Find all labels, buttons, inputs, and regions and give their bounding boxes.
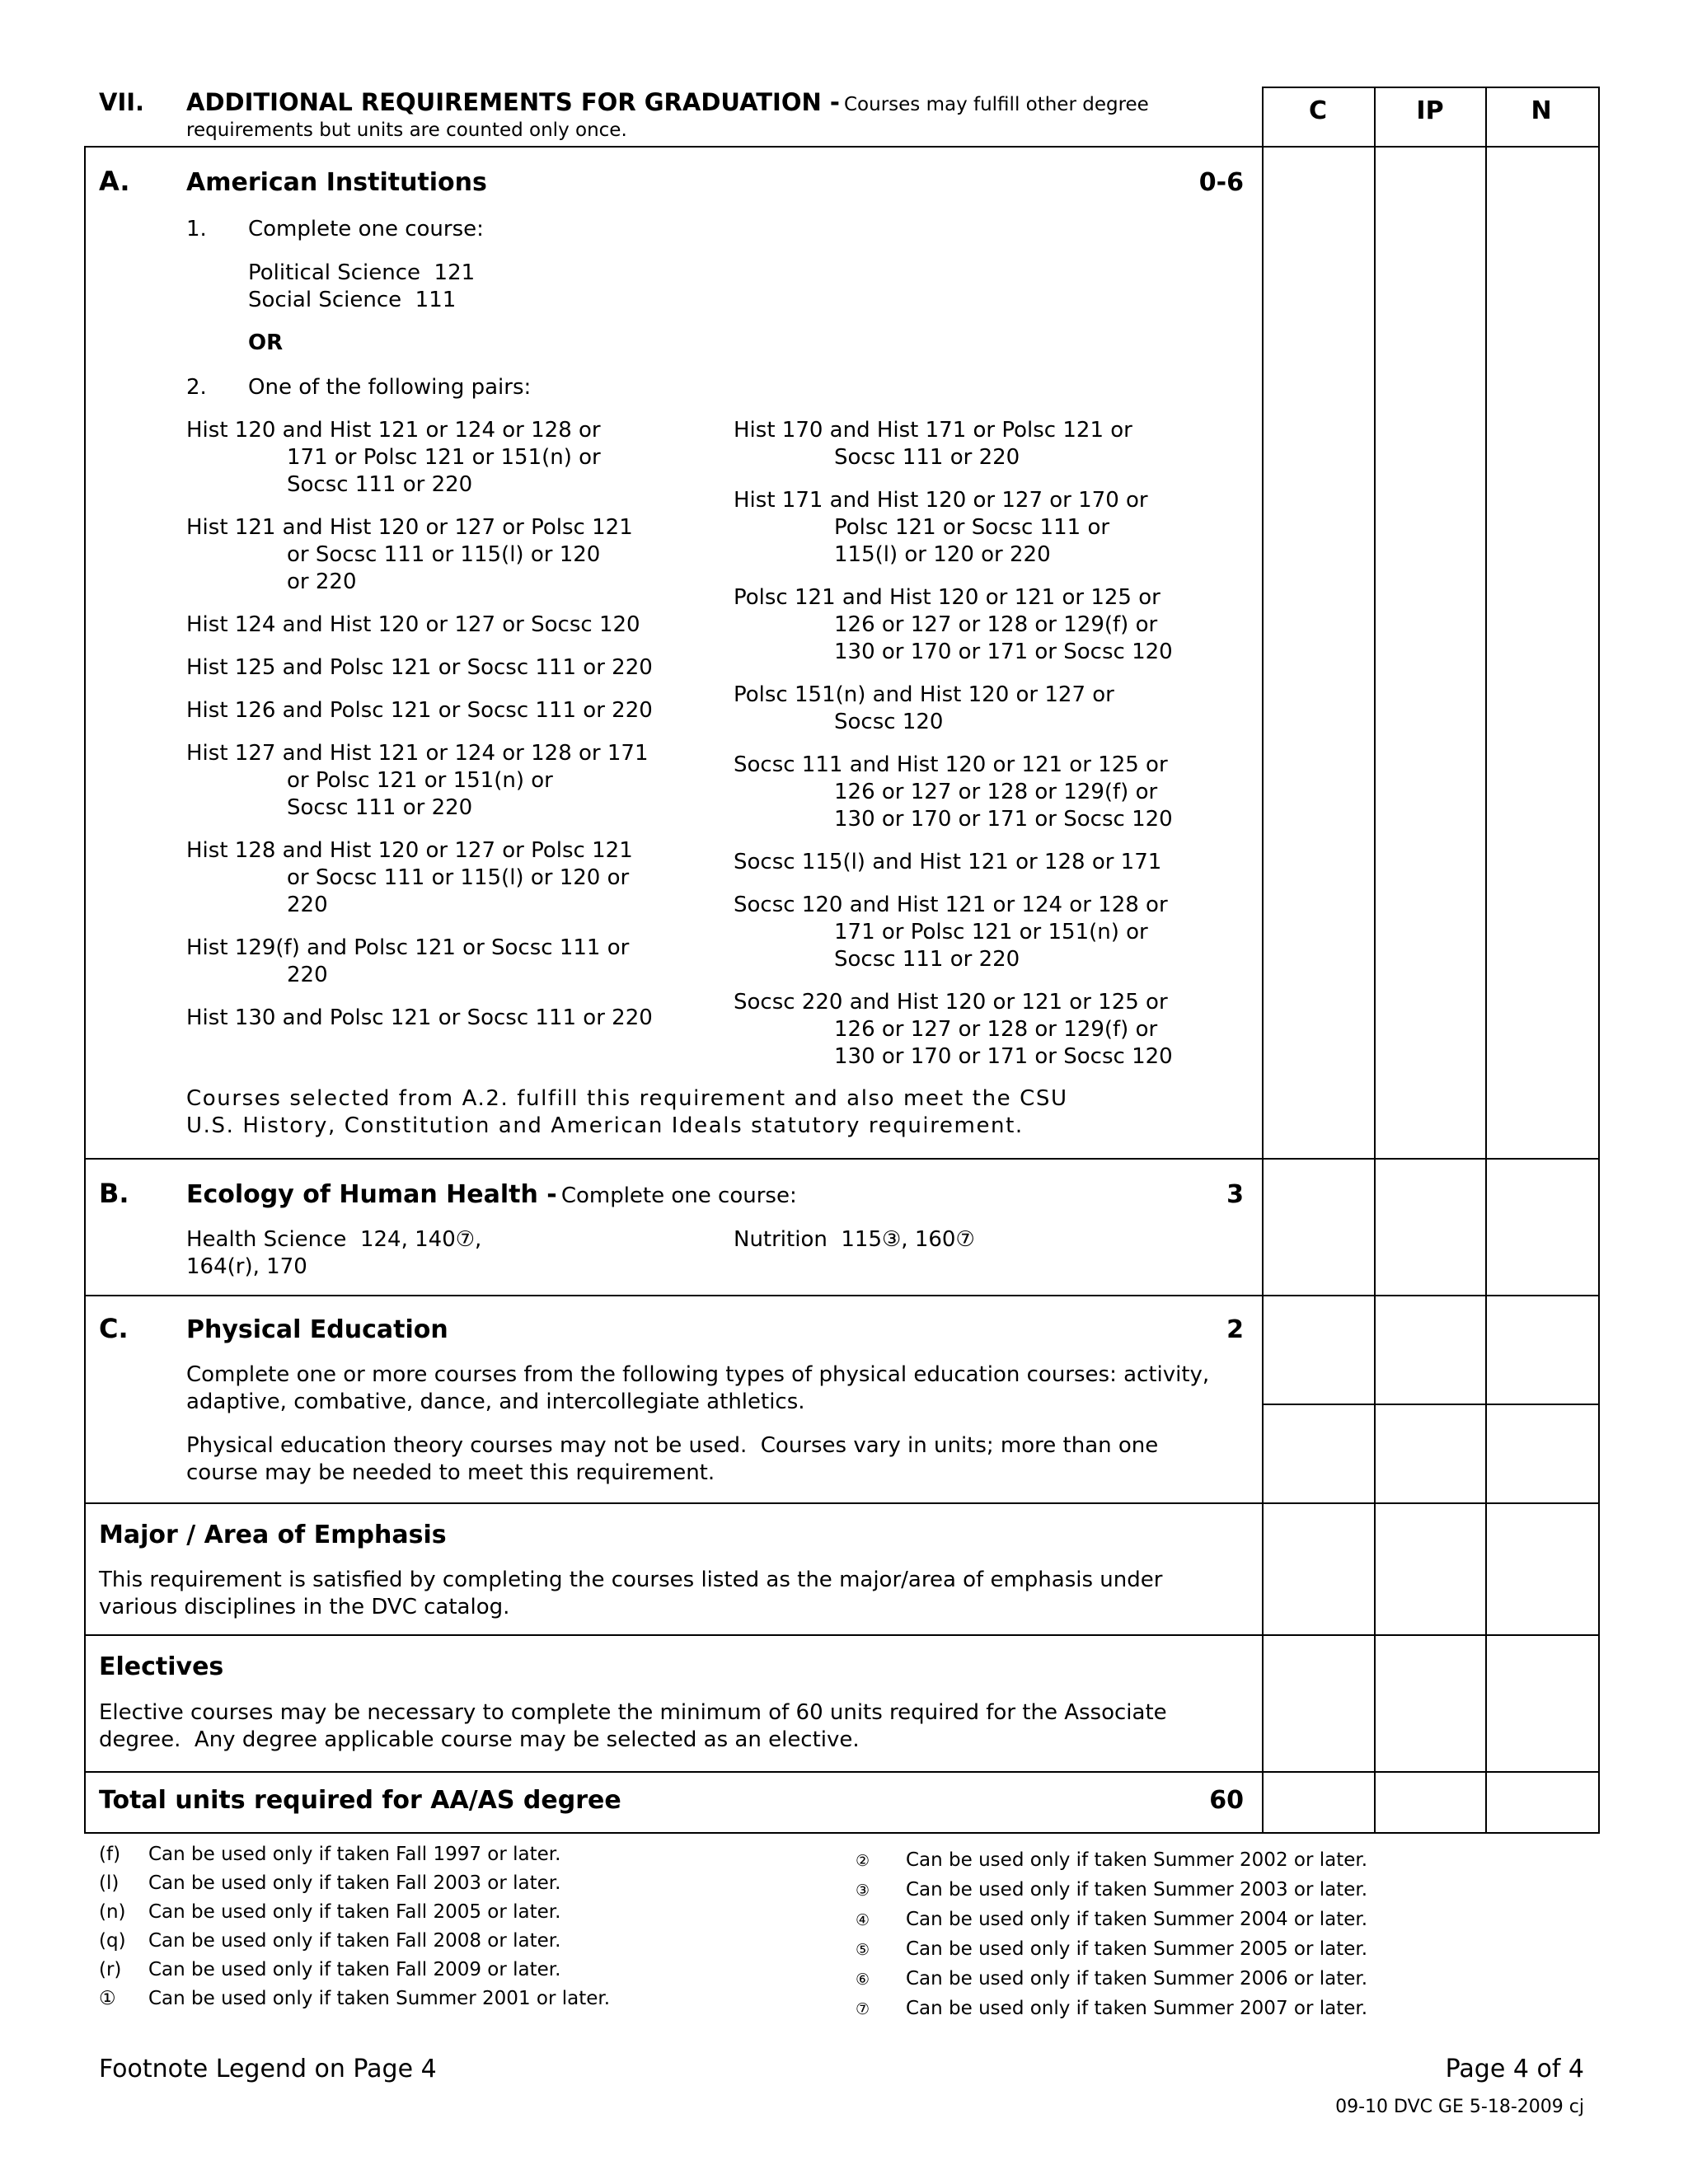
total-n-checkbox[interactable] — [1487, 1773, 1597, 1832]
part-b-ip-checkbox[interactable] — [1376, 1160, 1484, 1293]
footnote-key: ⑤ — [856, 1941, 870, 1959]
footnote-text: Can be used only if taken Summer 2007 or later. — [906, 1998, 1368, 2019]
footnote-text: Can be used only if taken Summer 2006 or later. — [906, 1968, 1368, 1990]
footnote-key: ⑥ — [856, 1971, 870, 1989]
course-pair — [734, 417, 1261, 471]
course-pair-line: Hist 120 and Hist 121 or 124 or 128 or — [186, 418, 601, 443]
major-bottom-border — [84, 1634, 1600, 1636]
electives-bottom-border — [84, 1771, 1600, 1773]
footnote-key: (r) — [99, 1959, 122, 1980]
course-pair-continuation: Socsc 111 or 220 — [287, 795, 473, 820]
part-c-2-ip-checkbox[interactable] — [1376, 1405, 1484, 1501]
footnote-key: ④ — [856, 1911, 870, 1929]
electives-n-checkbox[interactable] — [1487, 1636, 1597, 1769]
course-pair-continuation: or Socsc 111 or 115(l) or 120 — [287, 542, 601, 567]
total-bottom-border — [84, 1832, 1600, 1834]
course-pair — [186, 514, 714, 596]
part-b-title: Ecology of Human Health - — [186, 1180, 557, 1209]
part-b-bottom-border — [84, 1295, 1600, 1296]
footnote-text: Can be used only if taken Summer 2005 or later. — [906, 1938, 1368, 1960]
footnote-item — [856, 1935, 1367, 1965]
table-right-border — [1598, 87, 1600, 1834]
footnote-item — [99, 1927, 610, 1956]
course-pair-continuation: or 220 — [287, 569, 357, 594]
course-pair-continuation: 126 or 127 or 128 or 129(f) or — [834, 612, 1158, 637]
part-b-n-checkbox[interactable] — [1487, 1160, 1597, 1293]
course-pair-continuation: 130 or 170 or 171 or Socsc 120 — [834, 1044, 1173, 1069]
part-b-units: 3 — [1226, 1180, 1244, 1209]
part-c-title: Physical Education — [186, 1315, 448, 1344]
total-label: Total units required for AA/AS degree — [99, 1786, 621, 1815]
part-a-c-checkbox[interactable] — [1264, 148, 1372, 1156]
course-pair-line: Socsc 220 and Hist 120 or 121 or 125 or — [734, 990, 1168, 1015]
section-subtitle-cont: requirements but units are counted only once. — [186, 120, 627, 141]
footnote-item — [856, 1994, 1367, 2024]
part-c-para1-line2: adaptive, combative, dance, and intercollegiate athletics. — [186, 1390, 805, 1414]
pairs-left-column — [186, 417, 714, 1047]
electives-ip-checkbox[interactable] — [1376, 1636, 1484, 1769]
part-c-bottom-border — [84, 1502, 1600, 1504]
course-pair-continuation: 126 or 127 or 128 or 129(f) or — [834, 780, 1158, 804]
course-pair-line: Socsc 115(l) and Hist 121 or 128 or 171 — [734, 850, 1162, 874]
course-pair — [734, 752, 1261, 833]
column-header-c: C — [1308, 96, 1328, 125]
course-pair-continuation: Socsc 111 or 220 — [834, 947, 1020, 972]
part-b-letter: B. — [99, 1178, 129, 1209]
course-pair — [734, 849, 1261, 876]
course-pair-line: Polsc 121 and Hist 120 or 121 or 125 or — [734, 585, 1160, 610]
health-science-courses: Health Science 124, 140⑦, — [186, 1227, 482, 1252]
footnotes-right — [856, 1846, 1367, 2024]
major-n-checkbox[interactable] — [1487, 1504, 1597, 1633]
checkbox-header-top-border — [1262, 87, 1600, 88]
part-c-2-n-checkbox[interactable] — [1487, 1405, 1597, 1501]
part-c-para1-line1: Complete one or more courses from the following types of physical education courses: activity, — [186, 1362, 1210, 1387]
footnote-key: ① — [99, 1988, 116, 2009]
column-header-ip: IP — [1416, 96, 1444, 125]
course-pair — [186, 612, 714, 639]
footnote-item — [99, 1869, 610, 1898]
course-pair — [186, 697, 714, 724]
major-desc-line1: This requirement is satisfied by completing the courses listed as the major/area of emphasis under — [99, 1568, 1163, 1592]
course-pair — [186, 654, 714, 682]
electives-desc-line2: degree. Any degree applicable course may be selected as an elective. — [99, 1727, 860, 1752]
part-b-c-checkbox[interactable] — [1264, 1160, 1372, 1293]
course-pair-line: Polsc 151(n) and Hist 120 or 127 or — [734, 682, 1114, 707]
section-number: VII. — [99, 88, 145, 116]
footnote-key: (f) — [99, 1844, 121, 1865]
option-2-label: One of the following pairs: — [248, 375, 532, 400]
footnote-item — [99, 1898, 610, 1927]
form-code: 09-10 DVC GE 5-18-2009 cj — [1335, 2097, 1584, 2117]
part-c-1-ip-checkbox[interactable] — [1376, 1296, 1484, 1402]
course-pair-continuation: or Polsc 121 or 151(n) or — [287, 768, 553, 793]
course-pair — [186, 935, 714, 989]
major-ip-checkbox[interactable] — [1376, 1504, 1484, 1633]
course-pair-line: Hist 171 and Hist 120 or 127 or 170 or — [734, 488, 1148, 513]
course-pair-line: Hist 128 and Hist 120 or 127 or Polsc 121 — [186, 838, 633, 863]
option-2-number: 2. — [186, 375, 207, 400]
course-pair — [734, 487, 1261, 569]
section-header — [186, 88, 1149, 116]
footnote-item — [99, 1956, 610, 1985]
course-pair — [186, 740, 714, 822]
part-a-bottom-border — [84, 1158, 1600, 1160]
header-bottom-border — [84, 146, 1600, 148]
electives-desc-line1: Elective courses may be necessary to complete the minimum of 60 units required for the Associate — [99, 1700, 1167, 1725]
footnote-item — [856, 1965, 1367, 1994]
course-pair — [186, 1005, 714, 1032]
course-pair-line: Hist 126 and Polsc 121 or Socsc 111 or 220 — [186, 698, 653, 723]
course-pair-continuation: 220 — [287, 963, 328, 987]
part-c-1-n-checkbox[interactable] — [1487, 1296, 1597, 1402]
nutrition-courses: Nutrition 115③, 160⑦ — [734, 1227, 975, 1252]
footnote-item — [856, 1846, 1367, 1876]
part-c-units: 2 — [1226, 1315, 1244, 1344]
course-pair-line: Hist 170 and Hist 171 or Polsc 121 or — [734, 418, 1132, 443]
footnote-key: (n) — [99, 1901, 126, 1923]
electives-title: Electives — [99, 1652, 224, 1681]
course-pair — [734, 682, 1261, 736]
part-c-letter: C. — [99, 1313, 129, 1344]
footnote-item — [856, 1905, 1367, 1935]
course-pair-continuation: or Socsc 111 or 115(l) or 120 or — [287, 865, 630, 890]
course-pair — [186, 837, 714, 919]
part-a-note-line1: Courses selected from A.2. fulfill this requirement and also meet the CSU — [186, 1086, 1068, 1111]
major-title: Major / Area of Emphasis — [99, 1521, 447, 1549]
section-subtitle: Courses may fulfill other degree — [843, 94, 1149, 115]
course-pair-continuation: Socsc 111 or 220 — [834, 445, 1020, 470]
footnote-item — [856, 1876, 1367, 1905]
part-a-n-checkbox[interactable] — [1487, 148, 1597, 1156]
footnote-text: Can be used only if taken Summer 2003 or later. — [906, 1879, 1368, 1900]
footnote-text: Can be used only if taken Summer 2002 or later. — [906, 1849, 1368, 1871]
part-b-header — [186, 1180, 797, 1209]
option-1-label: Complete one course: — [248, 217, 484, 241]
course-pair-continuation: 171 or Polsc 121 or 151(n) or — [287, 445, 601, 470]
course-pair-line: Hist 124 and Hist 120 or 127 or Socsc 120 — [186, 612, 640, 637]
part-a-note-line2: U.S. History, Constitution and American Ideals statutory requirement. — [186, 1113, 1024, 1138]
total-units: 60 — [1209, 1786, 1244, 1815]
part-a-units: 0-6 — [1198, 168, 1244, 197]
part-c-2-c-checkbox[interactable] — [1264, 1405, 1372, 1501]
pairs-right-column — [734, 417, 1261, 1086]
footnote-legend-ref: Footnote Legend on Page 4 — [99, 2055, 437, 2083]
part-c-para2-line2: course may be needed to meet this requirement. — [186, 1460, 715, 1485]
course-pair-continuation: 130 or 170 or 171 or Socsc 120 — [834, 807, 1173, 832]
page-number: Page 4 of 4 — [1445, 2055, 1584, 2083]
course-pair-continuation: Polsc 121 or Socsc 111 or — [834, 515, 1110, 540]
course-pair-continuation: 115(l) or 120 or 220 — [834, 542, 1051, 567]
footnote-key: (q) — [99, 1930, 126, 1952]
part-b-subtitle: Complete one course: — [560, 1183, 797, 1208]
course-pair-line: Socsc 111 and Hist 120 or 121 or 125 or — [734, 752, 1168, 777]
or-divider: OR — [248, 330, 284, 355]
part-a-letter: A. — [99, 166, 130, 197]
course-pair-continuation: 130 or 170 or 171 or Socsc 120 — [834, 640, 1173, 664]
footnote-item — [99, 1985, 610, 2013]
table-left-border — [84, 146, 86, 1834]
part-a-title: American Institutions — [186, 168, 487, 197]
footnote-text: Can be used only if taken Summer 2004 or later. — [906, 1909, 1368, 1930]
total-ip-checkbox[interactable] — [1376, 1773, 1484, 1832]
course-pair-line: Hist 129(f) and Polsc 121 or Socsc 111 or — [186, 935, 630, 960]
part-a-ip-checkbox[interactable] — [1376, 148, 1484, 1156]
section-title: ADDITIONAL REQUIREMENTS FOR GRADUATION - — [186, 88, 840, 116]
footnote-text: Can be used only if taken Fall 1997 or later. — [148, 1844, 561, 1865]
course-pair — [734, 584, 1261, 666]
footnote-key: ⑦ — [856, 2000, 870, 2018]
footnote-key: ③ — [856, 1882, 870, 1900]
part-c-para2-line1: Physical education theory courses may not be used. Courses vary in units; more than one — [186, 1433, 1159, 1458]
major-desc-line2: various disciplines in the DVC catalog. — [99, 1595, 510, 1619]
course-pair — [186, 417, 714, 499]
course-pair-line: Hist 127 and Hist 121 or 124 or 128 or 171 — [186, 741, 649, 766]
footnotes-left — [99, 1840, 610, 2013]
electives-c-checkbox[interactable] — [1264, 1636, 1372, 1769]
footnote-key: ② — [856, 1852, 870, 1870]
course-pair — [734, 892, 1261, 973]
health-science-courses-cont: 164(r), 170 — [186, 1254, 307, 1279]
course-pair-line: Hist 121 and Hist 120 or 127 or Polsc 121 — [186, 515, 633, 540]
footnote-text: Can be used only if taken Fall 2003 or later. — [148, 1872, 561, 1894]
course-pair — [734, 989, 1261, 1071]
course-pair-continuation: 171 or Polsc 121 or 151(n) or — [834, 920, 1148, 944]
footnote-item — [99, 1840, 610, 1869]
total-c-checkbox[interactable] — [1264, 1773, 1372, 1832]
course-pair-continuation: Socsc 120 — [834, 710, 944, 734]
course-pair-line: Hist 130 and Polsc 121 or Socsc 111 or 220 — [186, 1005, 653, 1030]
course-pair-continuation: 220 — [287, 893, 328, 917]
course-pair-continuation: 126 or 127 or 128 or 129(f) or — [834, 1017, 1158, 1042]
part-c-1-c-checkbox[interactable] — [1264, 1296, 1372, 1402]
course-pair-line: Socsc 120 and Hist 121 or 124 or 128 or — [734, 893, 1168, 917]
footnote-text: Can be used only if taken Fall 2008 or later. — [148, 1930, 561, 1952]
footnote-text: Can be used only if taken Fall 2005 or later. — [148, 1901, 561, 1923]
option-1-course: Political Science 121 — [248, 260, 476, 285]
option-1-number: 1. — [186, 217, 207, 241]
footnote-text: Can be used only if taken Summer 2001 or later. — [148, 1988, 611, 2009]
footnote-key: (l) — [99, 1872, 120, 1894]
major-c-checkbox[interactable] — [1264, 1504, 1372, 1633]
option-1-course: Social Science 111 — [248, 288, 457, 312]
course-pair-line: Hist 125 and Polsc 121 or Socsc 111 or 220 — [186, 655, 653, 680]
course-pair-continuation: Socsc 111 or 220 — [287, 472, 473, 497]
footnote-text: Can be used only if taken Fall 2009 or later. — [148, 1959, 561, 1980]
column-header-n: N — [1531, 96, 1552, 125]
